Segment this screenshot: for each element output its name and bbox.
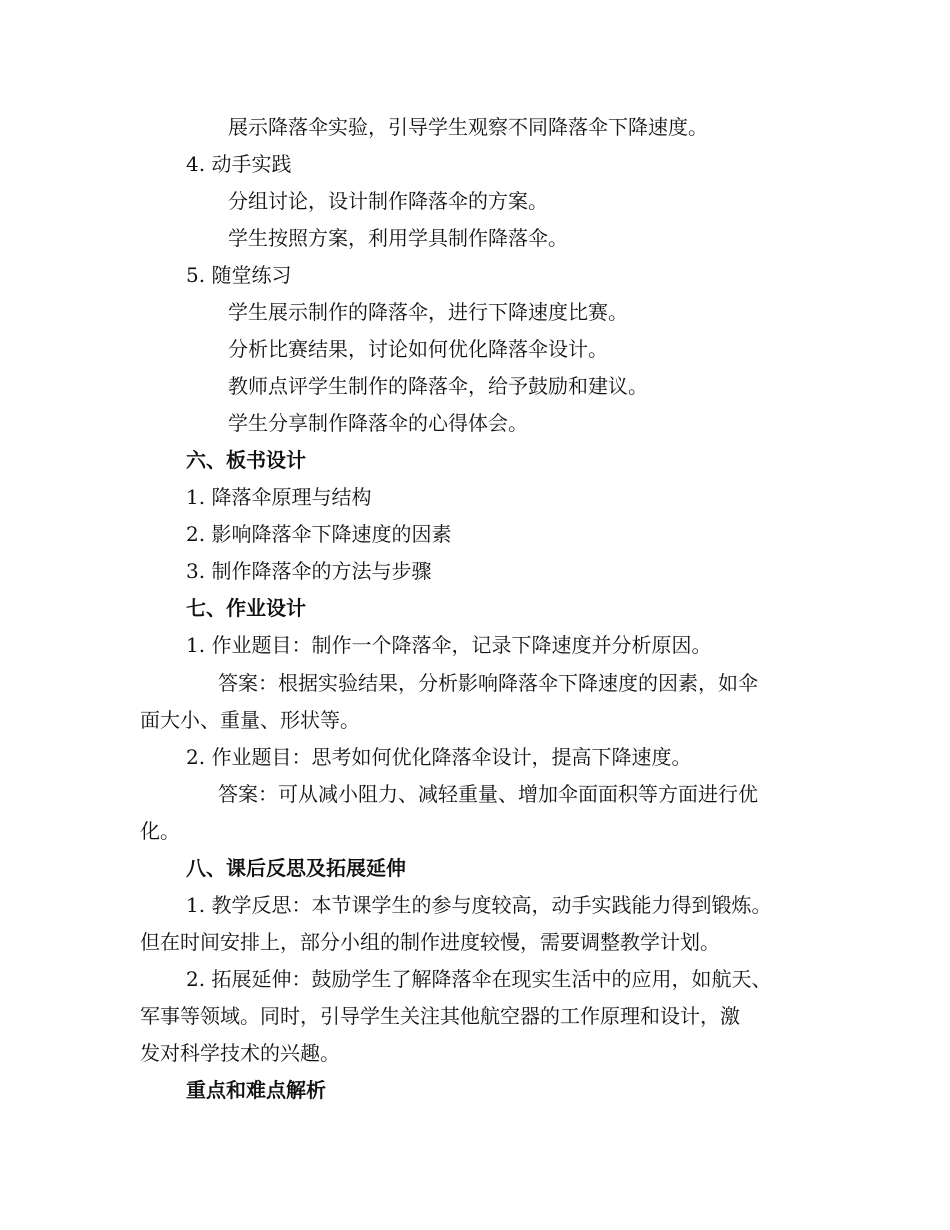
- step-description: 学生分享制作降落伞的心得体会。: [228, 411, 528, 435]
- section-heading-reflection: 八、课后反思及拓展延伸: [186, 856, 406, 880]
- step-description: 分析比赛结果，讨论如何优化降落伞设计。: [228, 337, 608, 361]
- step-heading: 4. 动手实践: [186, 152, 292, 176]
- homework-answer: 化。: [140, 819, 180, 843]
- homework-answer: 答案：根据实验结果，分析影响降落伞下降速度的因素，如伞: [218, 671, 758, 695]
- section-heading-key-points: 重点和难点解析: [186, 1078, 326, 1102]
- homework-question: 2. 作业题目：思考如何优化降落伞设计，提高下降速度。: [186, 745, 692, 769]
- homework-question: 1. 作业题目：制作一个降落伞，记录下降速度并分析原因。: [186, 633, 712, 657]
- paragraph-line: 2. 拓展延伸：鼓励学生了解降落伞在现实生活中的应用，如航天、: [186, 967, 772, 991]
- list-item: 1. 降落伞原理与结构: [186, 485, 372, 509]
- step-heading: 5. 随堂练习: [186, 263, 292, 287]
- list-item: 2. 影响降落伞下降速度的因素: [186, 522, 452, 546]
- paragraph-line: 1. 教学反思：本节课学生的参与度较高，动手实践能力得到锻炼。: [186, 893, 772, 917]
- list-item: 3. 制作降落伞的方法与步骤: [186, 559, 432, 583]
- step-description: 展示降落伞实验，引导学生观察不同降落伞下降速度。: [228, 115, 708, 139]
- step-description: 学生按照方案，利用学具制作降落伞。: [228, 226, 568, 250]
- homework-answer: 答案：可从减小阻力、减轻重量、增加伞面面积等方面进行优: [218, 782, 758, 806]
- section-heading-board-design: 六、板书设计: [186, 448, 306, 472]
- step-description: 学生展示制作的降落伞，进行下降速度比赛。: [228, 300, 628, 324]
- homework-answer: 面大小、重量、形状等。: [140, 708, 360, 732]
- step-description: 教师点评学生制作的降落伞，给予鼓励和建议。: [228, 374, 648, 398]
- paragraph-line: 发对科学技术的兴趣。: [140, 1041, 340, 1065]
- section-heading-homework: 七、作业设计: [186, 596, 306, 620]
- paragraph-line: 但在时间安排上，部分小组的制作进度较慢，需要调整教学计划。: [140, 930, 720, 954]
- paragraph-line: 军事等领域。同时，引导学生关注其他航空器的工作原理和设计，激: [140, 1004, 740, 1028]
- step-description: 分组讨论，设计制作降落伞的方案。: [228, 189, 548, 213]
